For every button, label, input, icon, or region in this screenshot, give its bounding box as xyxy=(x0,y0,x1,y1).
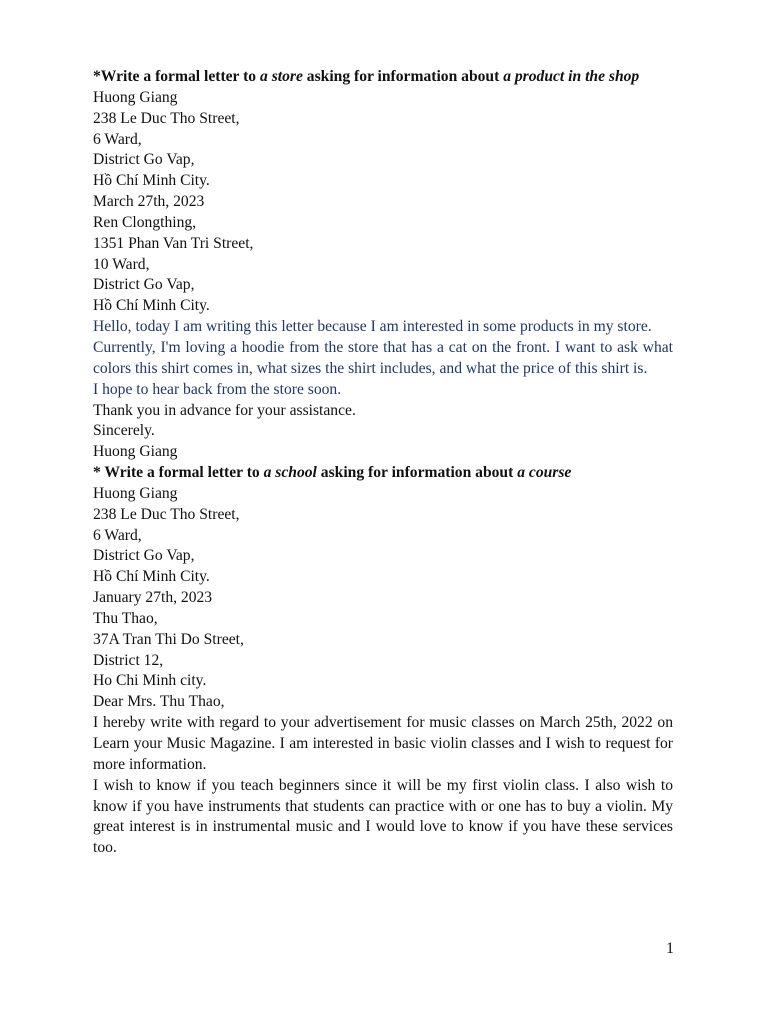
address-line: Ho Chi Minh city. xyxy=(93,672,207,690)
letter1-sender-address xyxy=(93,88,673,192)
address-line: District Go Vap, xyxy=(93,547,195,565)
address-line: Hồ Chí Minh City. xyxy=(93,297,210,315)
address-line: District 12, xyxy=(93,651,164,669)
letter1-body-paragraph: I hope to hear back from the store soon. xyxy=(93,380,342,398)
address-line: 238 Le Duc Tho Street, xyxy=(93,505,240,523)
address-line: Hồ Chí Minh City. xyxy=(93,568,210,586)
heading-text: * Write a formal letter to xyxy=(93,464,264,482)
letter2-heading xyxy=(93,463,673,484)
letter2-salutation: Dear Mrs. Thu Thao, xyxy=(93,693,225,711)
address-line: Thu Thao, xyxy=(93,609,158,627)
letter2-body-paragraph: I wish to know if you teach beginners since it will be my first violin class. I also wish to know if you have instruments that students can practice with or one has to buy a violin. My great interest is in instrumental music and I would love to know if you have these services too. xyxy=(93,776,673,857)
letter2-recipient-address xyxy=(93,609,673,692)
address-line: District Go Vap, xyxy=(93,151,195,169)
heading-text: asking for information about xyxy=(316,464,518,482)
address-line: 10 Ward, xyxy=(93,255,150,273)
letter2-date: January 27th, 2023 xyxy=(93,589,213,607)
address-line: 1351 Phan Van Tri Street, xyxy=(93,234,254,252)
address-line: 6 Ward, xyxy=(93,130,142,148)
heading-emphasis: a course xyxy=(517,464,572,482)
letter1-date: March 27th, 2023 xyxy=(93,193,205,211)
address-line: District Go Vap, xyxy=(93,276,195,294)
letter1-body-paragraph: Hello, today I am writing this letter because I am interested in some products in my store. xyxy=(93,318,652,336)
heading-text: asking for information about xyxy=(302,68,504,85)
letter1-heading xyxy=(93,67,673,88)
heading-text: *Write a formal letter to xyxy=(93,68,260,85)
address-line: Huong Giang xyxy=(93,484,178,502)
heading-emphasis: a product in the shop xyxy=(503,68,640,85)
letter1-body-paragraph: Currently, I'm loving a hoodie from the store that has a cat on the front. I want to ask what colors this shirt comes in, what sizes the shirt includes, and what the price of this shirt is. xyxy=(93,338,673,377)
address-line: Huong Giang xyxy=(93,88,178,106)
letter1-thanks: Thank you in advance for your assistance. xyxy=(93,401,356,419)
address-line: 238 Le Duc Tho Street, xyxy=(93,109,240,127)
heading-emphasis: a store xyxy=(260,68,303,85)
address-line: 37A Tran Thi Do Street, xyxy=(93,630,244,648)
letter1-closing: Sincerely. xyxy=(93,422,155,440)
heading-emphasis: a school xyxy=(263,464,317,482)
address-line: Ren Clongthing, xyxy=(93,213,197,231)
letter2-sender-address xyxy=(93,484,673,588)
page-number: 1 xyxy=(666,940,674,957)
letter2-body-paragraph: I hereby write with regard to your advertisement for music classes on March 25th, 2022 on Learn your Music Magazine. I am interested in basic violin classes and I wish to request for more information. xyxy=(93,714,673,773)
letter1-recipient-address xyxy=(93,213,673,317)
address-line: 6 Ward, xyxy=(93,526,142,544)
letter1-signature: Huong Giang xyxy=(93,443,178,461)
address-line: Hồ Chí Minh City. xyxy=(93,172,210,190)
